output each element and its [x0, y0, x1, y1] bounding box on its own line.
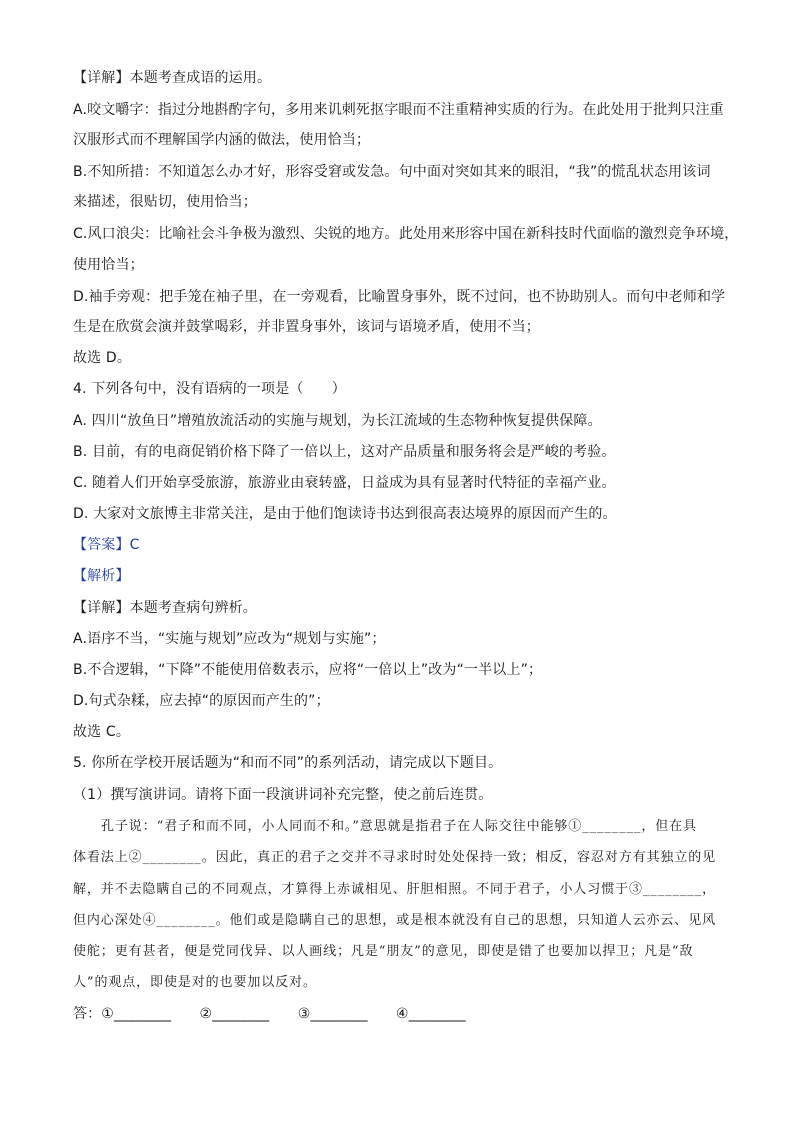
passage-line: 解，并不去隐瞒自己的不同观点，才算得上赤诚相见、肝胆相照。不同于君子，小人习惯于③________，	[73, 882, 717, 897]
text-line: B.不知所措：不知道怎么办才好，形容受窘或发急。句中面对突如其来的眼泪，“我”的慌乱状态用该词	[73, 164, 711, 180]
passage-line: 但内心深处④________。他们或是隐瞒自己的思想，或是根本就没有自己的思想，只知道人云亦云、见风	[73, 913, 717, 928]
text-line: 生是在欣赏会演并鼓掌喝彩，并非置身事外，该词与语境矛盾，使用不当；	[73, 319, 540, 335]
answer-tag: 【答案】C	[73, 537, 140, 553]
text-line: 汉服形式而不理解国学内涵的做法，使用恰当；	[73, 132, 371, 148]
text-line: A.语序不当，“实施与规划”应改为“规划与实施”；	[73, 631, 386, 647]
option-d: D. 大家对文旅博主非常关注，是由于他们饱读诗书达到很高表达境界的原因而产生的。	[73, 506, 617, 522]
analysis-tag: 【解析】	[73, 568, 130, 584]
conclusion-2: 故选 C。	[73, 724, 130, 740]
explain-header-2: 【详解】本题考查病句辨析。	[73, 600, 257, 616]
explain-header-1: 【详解】本题考查成语的运用。	[73, 70, 272, 86]
text-line: 来描述，很贴切，使用恰当；	[73, 194, 257, 210]
text-line: A.咬文嚼字：指过分地斟酌字句，多用来讥刺死抠字眼而不注重精神实质的行为。在此处用于批判只注重	[73, 102, 724, 118]
option-b: B. 目前，有的电商促销价格下降了一倍以上，这对产品质量和服务将会是严峻的考验。	[73, 444, 616, 460]
answer-blanks: 答：①________ ②________ ③________ ④________	[73, 1006, 466, 1022]
passage-line: 孔子说：“君子和而不同，小人同而不和。”意思就是指君子在人际交往中能够①________，但在具	[101, 819, 697, 834]
passage-line: 体看法上②________。因此，真正的君子之交并不寻求时时处处保持一致；相反，容忍对方有其独立的见	[73, 850, 717, 865]
option-c: C. 随着人们开始享受旅游，旅游业由衰转盛，日益成为具有显著时代特征的幸福产业。	[73, 475, 616, 491]
passage-line: 使舵；更有甚者，便是党同伐异、以人画线；凡是“朋友”的意见，即使是错了也要加以捍卫；凡是“敌	[73, 944, 694, 959]
text-line: D.句式杂糅，应去掉“的原因而产生的”；	[73, 693, 330, 709]
subquestion-1: （1）撰写演讲词。请将下面一段演讲词补充完整，使之前后连贯。	[73, 787, 493, 803]
question-4-stem: 4. 下列各句中，没有语病的一项是（ ）	[73, 381, 346, 397]
text-line: C.风口浪尖：比喻社会斗争极为激烈、尖锐的地方。此处用来形容中国在新科技时代面临的激烈竞争环境，	[73, 226, 739, 242]
text-line: 使用恰当；	[73, 257, 144, 273]
question-5-stem: 5. 你所在学校开展话题为“和而不同”的系列活动，请完成以下题目。	[73, 755, 503, 771]
conclusion-1: 故选 D。	[73, 350, 131, 366]
passage-line: 人”的观点，即使是对的也要加以反对。	[73, 975, 317, 990]
text-line: B.不合逻辑，“下降”不能使用倍数表示，应将“一倍以上”改为“一半以上”；	[73, 662, 543, 678]
text-line: D.袖手旁观：把手笼在袖子里，在一旁观看，比喻置身事外，既不过问，也不协助别人。而句中老师和学	[73, 289, 726, 305]
option-a: A. 四川“放鱼日”增殖放流活动的实施与规划，为长江流域的生态物种恢复提供保障。	[73, 413, 602, 429]
